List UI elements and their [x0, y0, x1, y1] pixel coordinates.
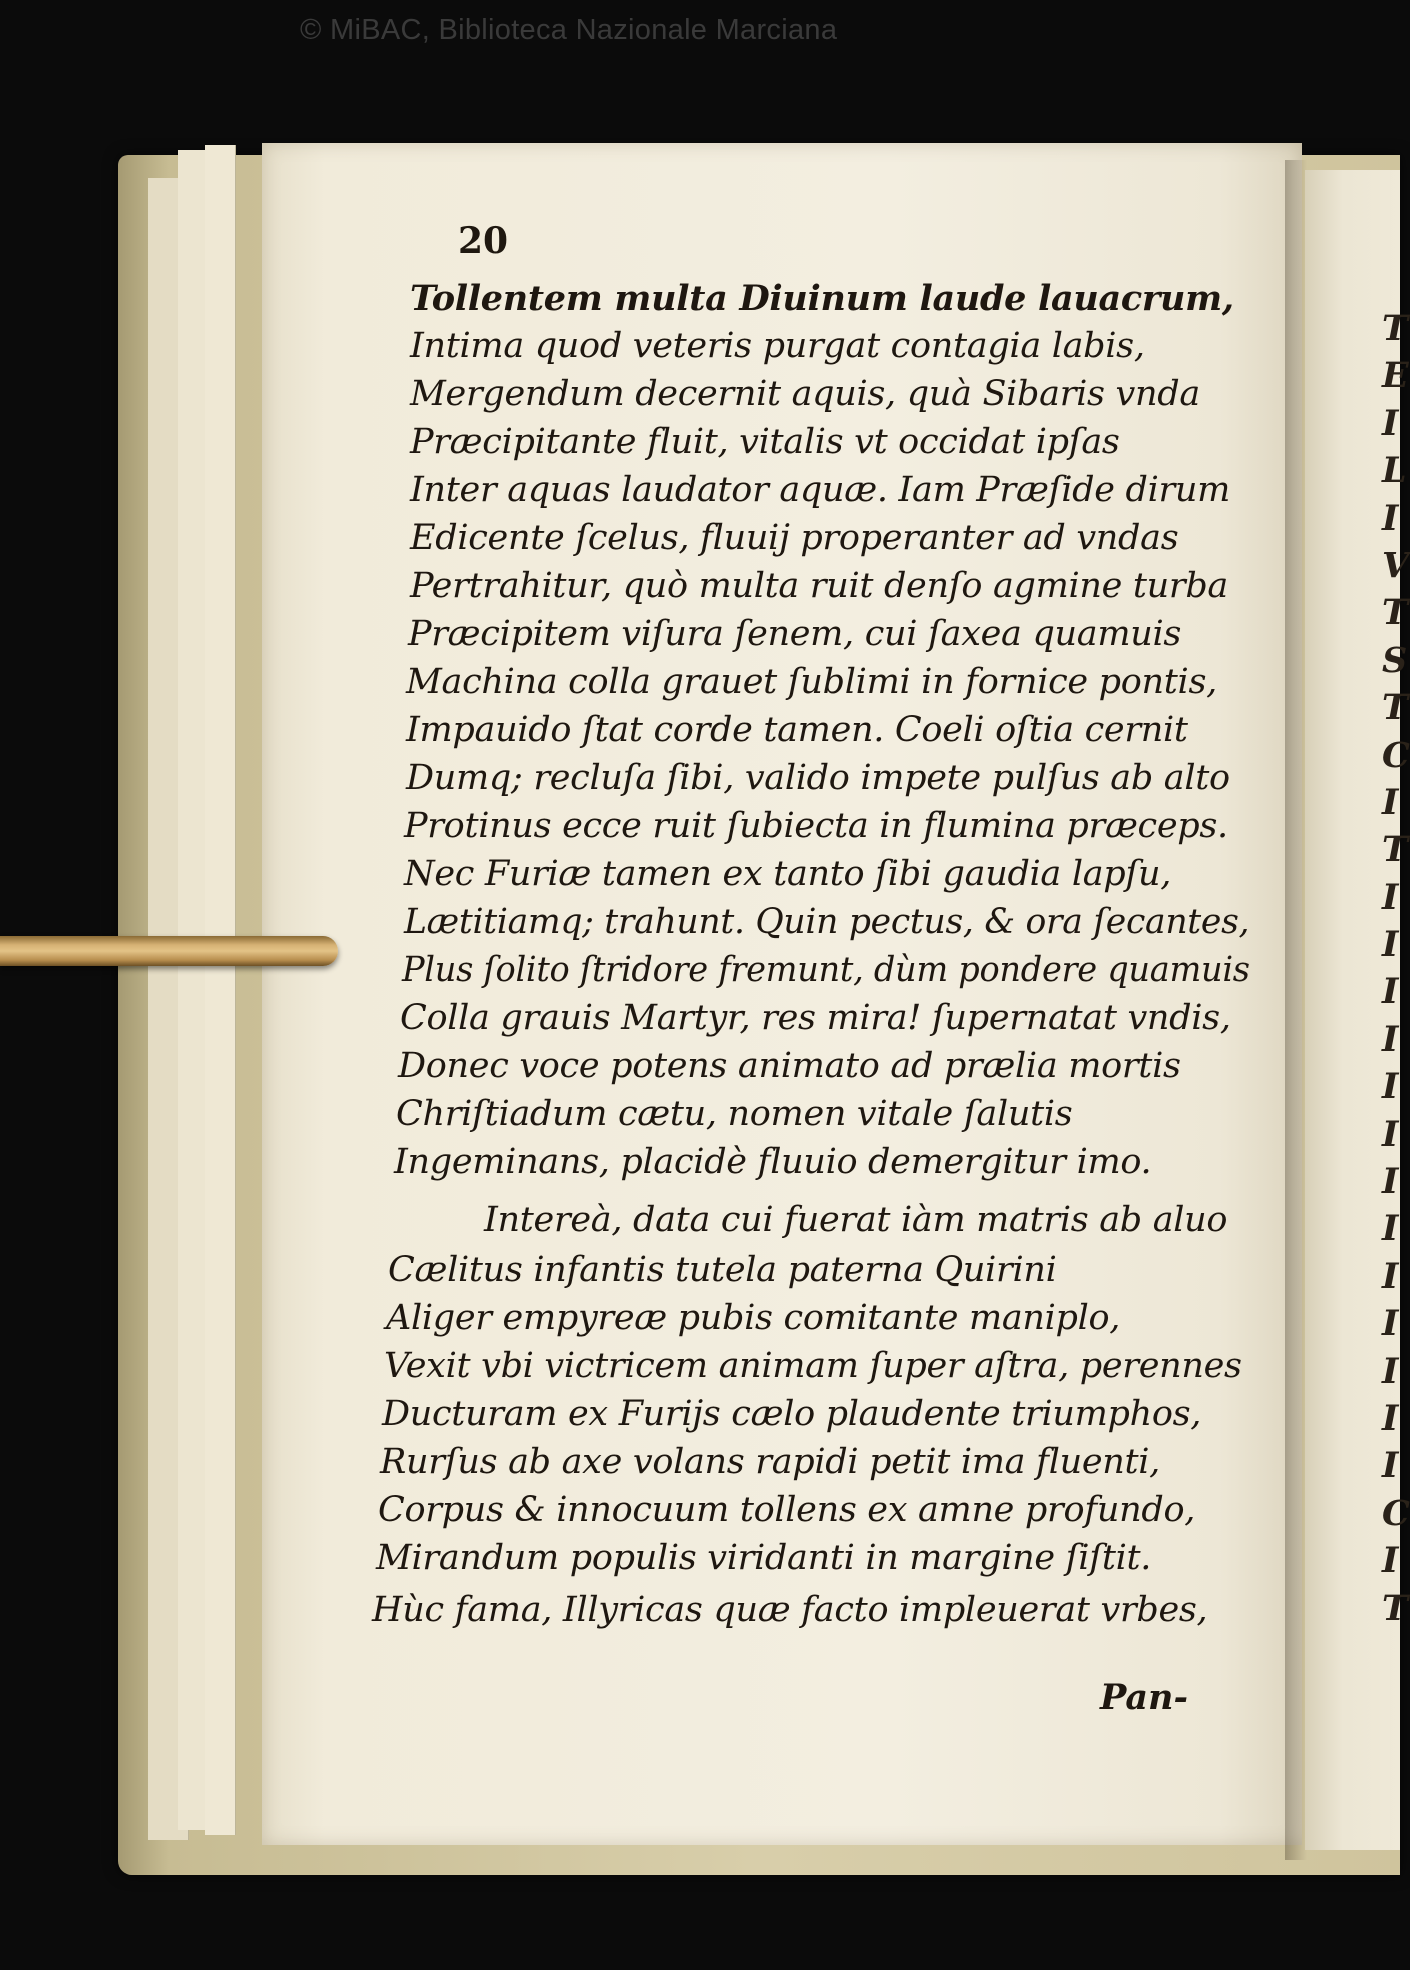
poem-line: Machina colla grauet ſublimi in fornice pontis,: [406, 662, 1217, 702]
facing-page-letter: I: [1382, 1113, 1399, 1155]
facing-page-letter: I: [1382, 1540, 1399, 1582]
facing-page-letter: I: [1382, 781, 1399, 823]
poem-line: Præcipitante fluit, vitalis vt occidat ipſas: [410, 422, 1120, 462]
facing-page-letter: L: [1382, 450, 1407, 492]
facing-page-letter: T: [1382, 687, 1409, 729]
facing-page-letter: I: [1382, 1445, 1399, 1487]
poem-line: Lætitiamq; trahunt. Quin pectus, & ora ſecantes,: [404, 902, 1250, 942]
poem-line: Pertrahitur, quò multa ruit denſo agmine turba: [410, 566, 1228, 606]
facing-page-letter: T: [1382, 829, 1409, 871]
gutter-shadow: [1285, 160, 1307, 1860]
poem-line: Rurſus ab axe volans rapidi petit ima fluenti,: [380, 1442, 1160, 1482]
facing-page-letter: I: [1382, 1208, 1399, 1250]
facing-page-letter: T: [1382, 1587, 1409, 1629]
facing-page-letter: T: [1382, 308, 1409, 349]
facing-page-letter: I: [1382, 1397, 1399, 1439]
poem-line: Vexit vbi victricem animam ſuper aſtra, perennes: [384, 1346, 1242, 1386]
poem-line: Impauido ſtat corde tamen. Coeli oſtia cernit: [406, 710, 1188, 750]
poem-line: Colla grauis Martyr, res mira! ſupernatat vndis,: [400, 998, 1231, 1038]
facing-page-letter: T: [1382, 592, 1409, 634]
facing-page-letter: E: [1382, 355, 1409, 397]
poem-line: Donec voce potens animato ad prælia mortis: [398, 1046, 1181, 1086]
poem-line: Intima quod veteris purgat contagia labis,: [410, 326, 1145, 366]
bamboo-pointer-stick: [0, 936, 338, 966]
page-number: 20: [458, 220, 509, 262]
poem-line: Intereà, data cui fuerat iàm matris ab aluo: [484, 1200, 1228, 1240]
facing-page-letter: I: [1382, 497, 1399, 539]
poem-line: Mergendum decernit aquis, quà Sibaris vnda: [410, 374, 1200, 414]
poem-line: Dumq; recluſa ſibi, valido impete pulſus ab alto: [406, 758, 1230, 798]
facing-page-letter: I: [1382, 1018, 1399, 1060]
facing-page-letter: I: [1382, 1303, 1399, 1345]
page-edge: [205, 145, 236, 1835]
poem-line: Ingeminans, placidè fluuio demergitur imo.: [394, 1142, 1152, 1182]
poem-line: Ducturam ex Furijs cælo plaudente triumphos,: [382, 1394, 1202, 1434]
poem-line: Cælitus infantis tutela paterna Quirini: [388, 1250, 1057, 1290]
poem-line: Tollentem multa Diuinum laude lauacrum,: [410, 278, 1234, 319]
facing-page-letter: C: [1382, 1492, 1410, 1534]
catchword: Pan-: [1100, 1677, 1189, 1718]
facing-page-letter: I: [1382, 971, 1399, 1013]
poem-line: Protinus ecce ruit ſubiecta in flumina præceps.: [404, 806, 1228, 846]
facing-page-letter: I: [1382, 1161, 1399, 1203]
facing-page-letter: I: [1382, 402, 1399, 444]
facing-page-letter: C: [1382, 734, 1410, 776]
facing-page-letter: S: [1382, 639, 1408, 681]
poem-line: Aliger empyreæ pubis comitante maniplo,: [386, 1298, 1121, 1338]
poem-line: Chriſtiadum cætu, nomen vitale ſalutis: [396, 1094, 1073, 1134]
poem-line: Mirandum populis viridanti in margine ſiſtit.: [376, 1538, 1152, 1578]
facing-page-letters: [1382, 305, 1410, 1632]
facing-page-letter: I: [1382, 1066, 1399, 1108]
poem-line: Edicente ſcelus, fluuij properanter ad vndas: [410, 518, 1179, 558]
poem-line: Hùc fama, Illyricas quæ facto impleuerat vrbes,: [372, 1590, 1208, 1630]
poem-line: Nec Furiæ tamen ex tanto ſibi gaudia lapſu,: [404, 854, 1172, 894]
facing-page-letter: I: [1382, 1255, 1399, 1297]
facing-page-letter: I: [1382, 876, 1399, 918]
facing-page-letter: I: [1382, 924, 1399, 966]
facing-page-letter: V: [1382, 544, 1410, 586]
poem-line: Inter aquas laudator aquæ. Iam Præſide dirum: [410, 470, 1231, 510]
watermark-text: © MiBAC, Biblioteca Nazionale Marciana: [300, 14, 838, 46]
facing-page-letter: I: [1382, 1350, 1399, 1392]
poem-line: Præcipitem viſura ſenem, cui ſaxea quamuis: [408, 614, 1182, 654]
poem-line: Plus ſolito ſtridore fremunt, dùm pondere quamuis: [402, 950, 1250, 990]
poem-line: Corpus & innocuum tollens ex amne profundo,: [378, 1490, 1196, 1530]
